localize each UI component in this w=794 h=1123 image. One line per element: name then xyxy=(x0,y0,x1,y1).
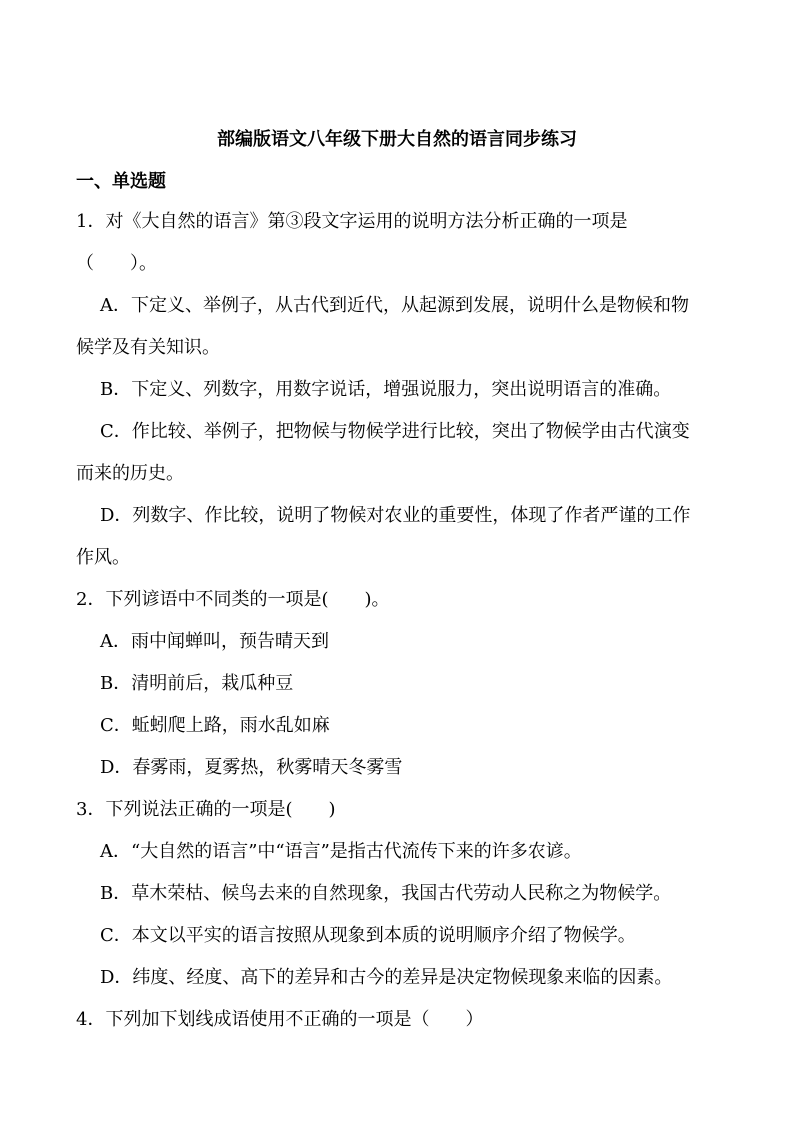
question-1-option-c-line-2: 而来的历史。 xyxy=(76,463,184,484)
question-3-option-c: C．本文以平实的语言按照从现象到本质的说明顺序介绍了物候学。 xyxy=(100,925,636,946)
question-3-option-b: B．草木荣枯、候鸟去来的自然现象，我国古代劳动人民称之为物候学。 xyxy=(100,883,672,904)
question-1-option-b: B．下定义、列数字，用数字说话，增强说服力，突出说明语言的准确。 xyxy=(100,379,672,400)
question-2-option-b: B．清明前后，栽瓜种豆 xyxy=(100,673,294,694)
question-3-stem: 3．下列说法正确的一项是( ) xyxy=(76,799,336,820)
question-2-option-a: A．雨中闻蝉叫，预告晴天到 xyxy=(100,631,329,652)
question-2-stem: 2．下列谚语中不同类的一项是( )。 xyxy=(76,589,390,610)
question-1-option-a-line-1: A．下定义、举例子，从古代到近代，从起源到发展，说明什么是物候和物 xyxy=(100,295,689,316)
section-heading: 一、单选题 xyxy=(76,171,166,192)
page-title: 部编版语文八年级下册大自然的语言同步练习 xyxy=(217,129,577,150)
question-1-option-a-line-2: 候学及有关知识。 xyxy=(76,337,220,358)
question-1-stem-line-1: 1．对《大自然的语言》第③段文字运用的说明方法分析正确的一项是 xyxy=(76,211,628,232)
question-2-option-c: C．蚯蚓爬上路，雨水乱如麻 xyxy=(100,715,330,736)
question-1-stem-line-2: （ ）。 xyxy=(76,253,157,274)
question-1-option-c-line-1: C．作比较、举例子，把物候与物候学进行比较，突出了物候学由古代演变 xyxy=(100,421,690,442)
question-2-option-d: D．春雾雨，夏雾热，秋雾晴天冬雾雪 xyxy=(100,757,403,778)
question-3-option-d: D．纬度、经度、高下的差异和古今的差异是决定物候现象来临的因素。 xyxy=(100,967,673,988)
question-1-option-d-line-2: 作风。 xyxy=(76,547,130,568)
question-4-stem: 4．下列加下划线成语使用不正确的一项是（ ） xyxy=(76,1009,484,1030)
question-1-option-d-line-1: D．列数字、作比较，说明了物候对农业的重要性，体现了作者严谨的工作 xyxy=(100,505,691,526)
question-3-option-a: A．“大自然的语言”中“语言”是指古代流传下来的许多农谚。 xyxy=(100,841,582,862)
